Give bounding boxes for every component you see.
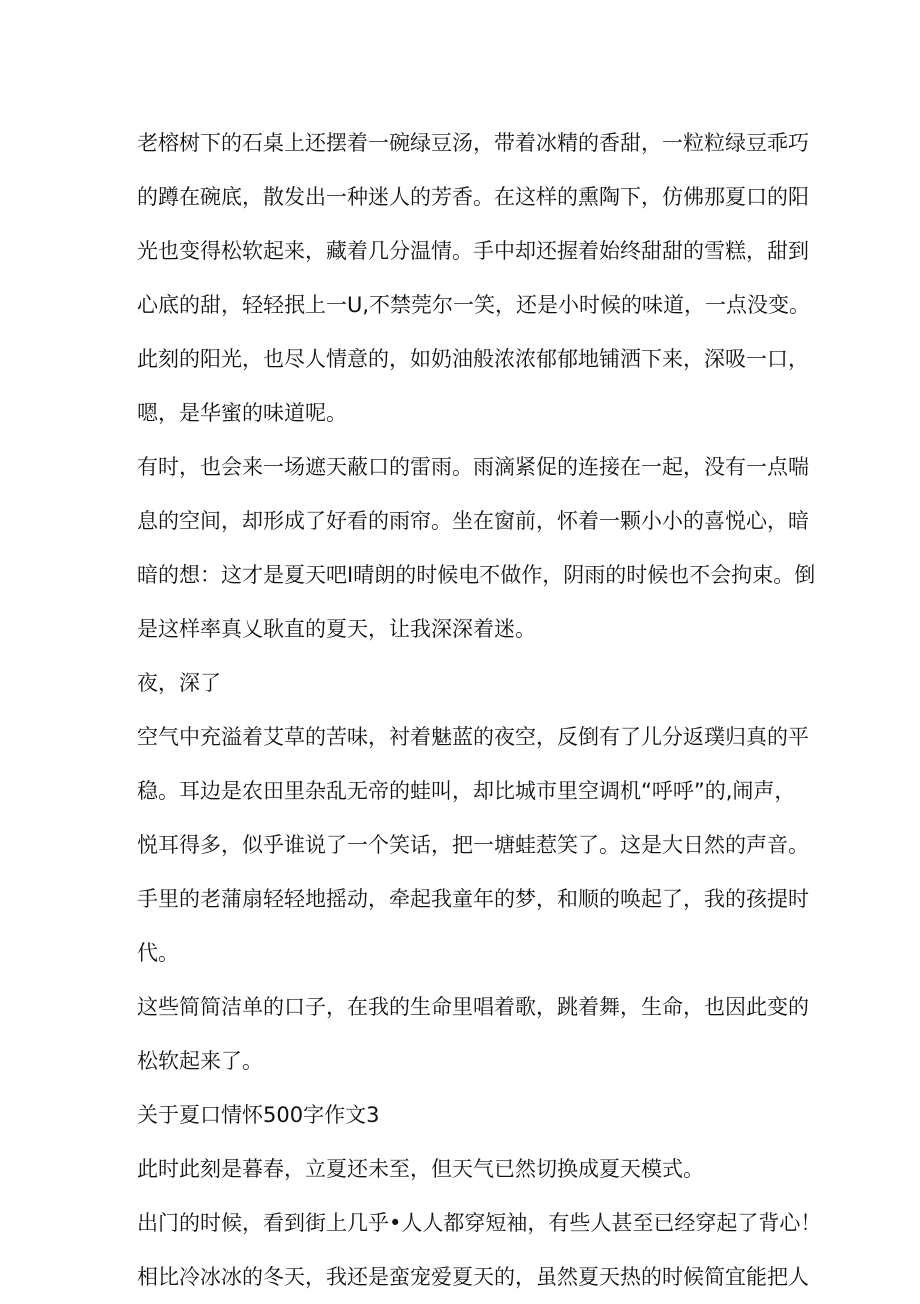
text-line: 老榕树下的石桌上还摆着一碗绿豆汤，带着冰精的香甜，一粒粒绿豆乖巧 (137, 131, 809, 155)
text-line: 心底的甜，轻轻抿上一U,不禁莞尔一笑，还是小时候的味道，一点没变。 (137, 293, 811, 317)
text-line: 代。 (137, 941, 179, 965)
text-line: 相比冷冰冰的冬天，我还是蛮宠爱夏天的，虽然夏天热的时候简宜能把人 (137, 1265, 809, 1289)
text-line: 暗的想：这才是夏天吧I晴朗的时候电不做作，阴雨的时候也不会拘束。倒 (137, 563, 816, 587)
text-line: 稳。耳边是农田里杂乱无帝的蛙叫，却比城市里空调机“呼呼”的,闹声， (137, 779, 796, 803)
text-line: 光也变得松软起来，藏着几分温情。手中却还握着始终甜甜的雪糕，甜到 (137, 239, 809, 263)
text-line: 出门的时候，看到街上几乎•人人都穿短袖，有些人甚至已经穿起了背心！ (137, 1211, 822, 1235)
text-line: 嗯，是华蜜的味道呢。 (137, 401, 347, 425)
text-line: 这些简简洁单的口子，在我的生命里唱着歌，跳着舞，生命，也因此变的 (137, 995, 809, 1019)
text-line: 手里的老蒲扇轻轻地摇动，牵起我童年的梦，和顺的唤起了，我的孩提时 (137, 887, 809, 911)
section-heading: 夜，深了 (137, 671, 221, 695)
essay-title: 关于夏口情怀500字作文3 (137, 1103, 380, 1127)
text-line: 的蹲在碗底，散发出一种迷人的芳香。在这样的熏陶下，仿佛那夏口的阳 (137, 185, 809, 209)
text-line: 此时此刻是暮春，立夏还未至，但天气已然切换成夏天模式。 (137, 1157, 704, 1181)
text-line: 息的空间，却形成了好看的雨帘。坐在窗前，怀着一颗小小的喜悦心，暗 (137, 509, 809, 533)
text-line: 空气中充溢着艾草的苦味，衬着魅蓝的夜空，反倒有了儿分返璞归真的平 (137, 725, 809, 749)
text-line: 悦耳得多，似乎谁说了一个笑话，把一塘蛙惹笑了。这是大日然的声音。 (137, 833, 809, 857)
text-line: 此刻的阳光，也尽人情意的，如奶油般浓浓郁郁地铺洒下来，深吸一口， (137, 347, 809, 371)
text-line: 松软起来了。 (137, 1049, 263, 1073)
text-line: 有时，也会来一场遮天蔽口的雷雨。雨滴紧促的连接在一起，没有一点喘 (137, 455, 809, 479)
document-body (137, 116, 822, 1304)
text-line: 是这样率真乂耿直的夏天，让我深深着迷。 (137, 617, 536, 641)
